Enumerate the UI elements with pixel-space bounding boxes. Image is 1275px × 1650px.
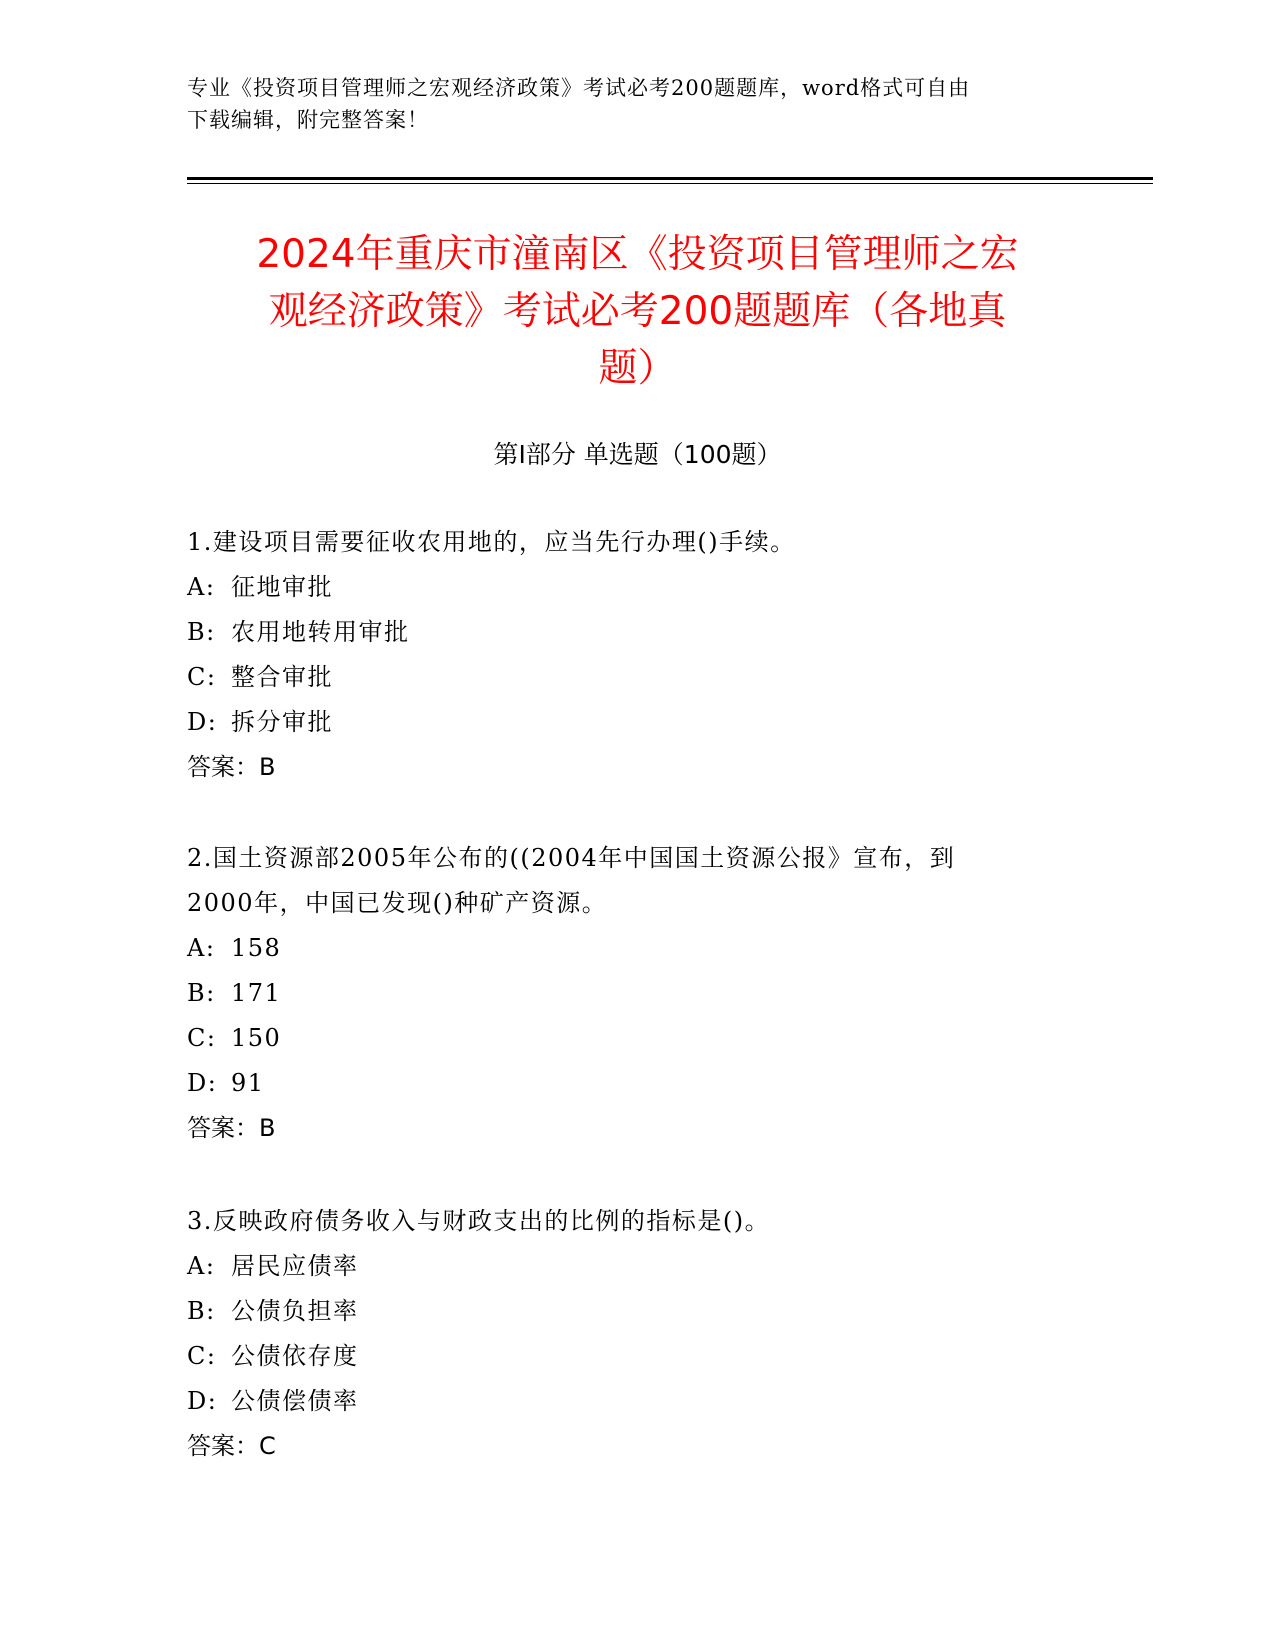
document-title-line-2: 观经济政策》考试必考200题题库（各地真 — [268, 289, 1007, 334]
question-2 — [187, 836, 1087, 1151]
option-text: 150 — [231, 1024, 282, 1052]
header-divider-thin — [187, 183, 1153, 184]
header-note-line-2: 下载编辑，附完整答案！ — [187, 108, 429, 132]
question-stem-continued: 2000年，中国已发现()种矿产资源。 — [187, 889, 608, 917]
option-text: 公债偿债率 — [231, 1387, 359, 1415]
question-3 — [187, 1199, 1087, 1469]
document-title-line-1: 2024年重庆市潼南区《投资项目管理师之宏 — [256, 232, 1019, 277]
option-d — [187, 1379, 1087, 1424]
answer-key: 答案：C — [187, 1432, 276, 1460]
option-c — [187, 1016, 1087, 1061]
option-text: 农用地转用审批 — [231, 618, 410, 646]
option-text: 拆分审批 — [231, 708, 333, 736]
answer-key: 答案：B — [187, 1114, 276, 1142]
section-heading: 第Ⅰ部分 单选题（100题） — [493, 440, 782, 469]
option-text: 公债依存度 — [231, 1342, 359, 1370]
option-letter: D: — [187, 1069, 218, 1097]
option-letter: A: — [187, 1252, 216, 1280]
option-text: 征地审批 — [231, 573, 333, 601]
option-letter: D: — [187, 708, 218, 736]
question-1 — [187, 520, 1087, 790]
option-b — [187, 1289, 1087, 1334]
option-c — [187, 655, 1087, 700]
option-letter: B: — [187, 979, 216, 1007]
option-b — [187, 971, 1087, 1016]
option-letter: A: — [187, 573, 216, 601]
option-a — [187, 1244, 1087, 1289]
option-text: 整合审批 — [231, 663, 333, 691]
option-a — [187, 565, 1087, 610]
answer-key: 答案：B — [187, 753, 276, 781]
option-text: 91 — [231, 1069, 265, 1097]
option-text: 158 — [231, 934, 282, 962]
header-note — [187, 72, 1087, 136]
document-title — [150, 226, 1125, 397]
option-c — [187, 1334, 1087, 1379]
header-divider-thick — [187, 177, 1153, 180]
option-letter: C: — [187, 663, 217, 691]
option-letter: B: — [187, 618, 216, 646]
option-a — [187, 926, 1087, 971]
option-letter: A: — [187, 934, 216, 962]
option-text: 居民应债率 — [231, 1252, 359, 1280]
option-letter: C: — [187, 1024, 217, 1052]
question-stem: 3.反映政府债务收入与财政支出的比例的指标是()。 — [187, 1207, 771, 1235]
option-letter: B: — [187, 1297, 216, 1325]
option-letter: D: — [187, 1387, 218, 1415]
option-d — [187, 700, 1087, 745]
option-letter: C: — [187, 1342, 217, 1370]
option-text: 公债负担率 — [231, 1297, 359, 1325]
question-stem: 1.建设项目需要征收农用地的，应当先行办理()手续。 — [187, 528, 796, 556]
option-b — [187, 610, 1087, 655]
document-title-line-3: 题） — [598, 346, 677, 391]
question-stem: 2.国土资源部2005年公布的((2004年中国国土资源公报》宣布，到 — [187, 844, 956, 872]
option-text: 171 — [231, 979, 282, 1007]
option-d — [187, 1061, 1087, 1106]
header-note-line-1: 专业《投资项目管理师之宏观经济政策》考试必考200题题库，word格式可自由 — [187, 76, 971, 100]
